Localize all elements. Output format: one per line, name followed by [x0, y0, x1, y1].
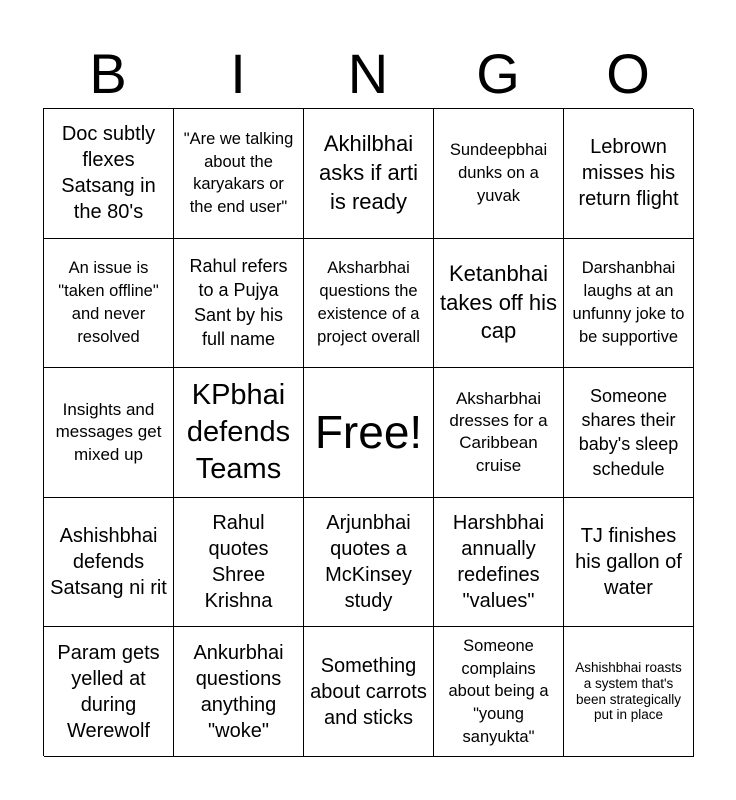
bingo-cell[interactable]: Someone complains about being a "young sanyukta": [434, 627, 564, 757]
bingo-cell[interactable]: Lebrown misses his return flight: [564, 109, 694, 239]
header-letter-o: O: [606, 42, 650, 105]
bingo-cell[interactable]: Ashishbhai roasts a system that's been strategically put in place: [564, 627, 694, 757]
bingo-cell[interactable]: Sundeepbhai dunks on a yuvak: [434, 109, 564, 239]
bingo-cell[interactable]: Darshanbhai laughs at an unfunny joke to be supportive: [564, 239, 694, 369]
bingo-cell[interactable]: Aksharbhai questions the existence of a project overall: [304, 239, 434, 369]
bingo-cell[interactable]: Rahul refers to a Pujya Sant by his full name: [174, 239, 304, 369]
bingo-cell[interactable]: Someone shares their baby's sleep schedule: [564, 368, 694, 498]
header-letter-i: I: [230, 42, 246, 105]
bingo-cell[interactable]: Insights and messages get mixed up: [44, 368, 174, 498]
bingo-cell[interactable]: Ankurbhai questions anything "woke": [174, 627, 304, 757]
bingo-cell[interactable]: Something about carrots and sticks: [304, 627, 434, 757]
bingo-cell[interactable]: Doc subtly flexes Satsang in the 80's: [44, 109, 174, 239]
bingo-board: [43, 108, 693, 756]
bingo-cell[interactable]: Param gets yelled at during Werewolf: [44, 627, 174, 757]
bingo-header: [43, 40, 693, 108]
bingo-cell[interactable]: Aksharbhai dresses for a Caribbean cruise: [434, 368, 564, 498]
bingo-cell[interactable]: An issue is "taken offline" and never resolved: [44, 239, 174, 369]
header-letter-b: B: [89, 42, 127, 105]
bingo-cell[interactable]: "Are we talking about the karyakars or the end user": [174, 109, 304, 239]
bingo-cell[interactable]: Arjunbhai quotes a McKinsey study: [304, 498, 434, 628]
bingo-cell[interactable]: Akhilbhai asks if arti is ready: [304, 109, 434, 239]
bingo-cell[interactable]: KPbhai defends Teams: [174, 368, 304, 498]
bingo-cell[interactable]: Ashishbhai defends Satsang ni rit: [44, 498, 174, 628]
header-letter-n: N: [347, 42, 389, 105]
bingo-cell[interactable]: Harshbhai annually redefines "values": [434, 498, 564, 628]
bingo-cell[interactable]: Ketanbhai takes off his cap: [434, 239, 564, 369]
free-space[interactable]: Free!: [304, 368, 434, 498]
bingo-cell[interactable]: Rahul quotes Shree Krishna: [174, 498, 304, 628]
header-letter-g: G: [476, 42, 520, 105]
bingo-cell[interactable]: TJ finishes his gallon of water: [564, 498, 694, 628]
